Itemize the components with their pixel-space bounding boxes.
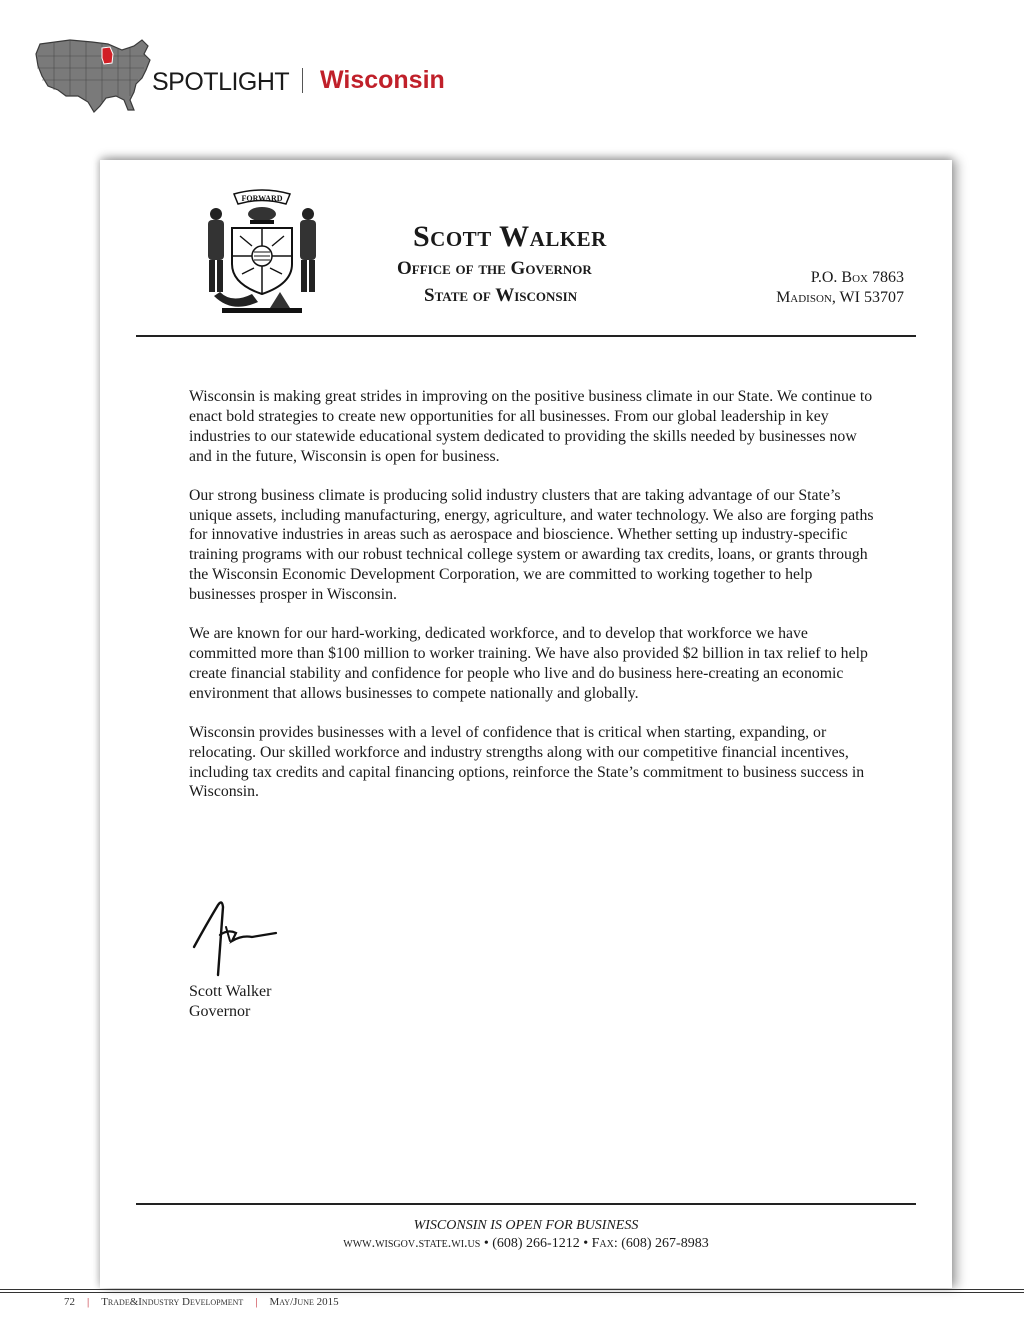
signer-title: Governor [189, 1003, 251, 1020]
page-footer [64, 1296, 339, 1308]
seal-motto: FORWARD [241, 194, 283, 203]
signer-name: Scott Walker [189, 983, 272, 1000]
letterhead-state: State of Wisconsin [424, 285, 578, 306]
magazine-header [30, 30, 630, 120]
section-label: SPOTLIGHT [152, 68, 290, 96]
letter-footer-slogan: WISCONSIN IS OPEN FOR BUSINESS [413, 1218, 639, 1233]
wisconsin-seal-icon [192, 184, 332, 324]
paragraph: We are known for our hard-working, dedicated workforce, and to develop that workforce we have committed more than $100 million to worker training. We have also provided $2 billion in tax relief to help create financial stability and confidence for people who live and do business here-creating an economic environment that allows businesses to compete nationally and globally. [189, 625, 868, 702]
page-number: 72 [64, 1296, 75, 1308]
header-divider [302, 68, 303, 93]
letterhead-office: Office of the Governor [397, 258, 592, 279]
paragraph: Wisconsin is making great strides in improving on the positive business climate in our State. We continue to enact bold strategies to create new opportunities for all businesses. From our global leadership in key industries to our statewide educational system dedicated to providing the skills needed by businesses now and in the future, Wisconsin is open for business. [189, 388, 873, 465]
letterhead-name: Scott Walker [413, 220, 607, 253]
page-rule [0, 1289, 1024, 1290]
address-city: Madison, WI 53707 [776, 289, 904, 306]
letter-footer-contact: www.wisgov.state.wi.us • (608) 266-1212 • Fax: (608) 267-8983 [343, 1236, 709, 1251]
handwritten-signature [192, 895, 292, 985]
footer-separator: | [87, 1296, 90, 1308]
page-rule [0, 1292, 1024, 1293]
footer-rule [136, 1203, 916, 1205]
paragraph: Wisconsin provides businesses with a level of confidence that is critical when starting, expanding, or relocating. Our skilled workforce and industry strengths along with our competitive financial incentives, including tax credits and capital financing options, reinforce the State’s commitment to business success in Wisconsin. [189, 723, 865, 801]
mailing-address [776, 268, 904, 308]
letter-sheet [100, 160, 952, 1288]
state-name: Wisconsin [320, 66, 445, 94]
paragraph: Our strong business climate is producing solid industry clusters that are taking advantage of our State’s unique assets, including manufacturing, energy, agriculture, and water technology. We also are forging paths for innovative industries in areas such as aerospace and bioscience. Whether setting up industry-specific training programs with our robust technical college system or awarding tax credits, loans, or grants through the Wisconsin Economic Development Corporation, we are committed to working together to help businesses prosper in Wisconsin. [189, 486, 874, 604]
issue-date: May/June 2015 [269, 1296, 339, 1308]
us-map-icon [30, 30, 160, 120]
address-po-box: P.O. Box 7863 [810, 269, 904, 286]
letter-body [189, 387, 879, 821]
letterhead-rule [136, 335, 916, 337]
publication-name: Trade&Industry Development [101, 1296, 244, 1308]
footer-separator: | [255, 1296, 258, 1308]
